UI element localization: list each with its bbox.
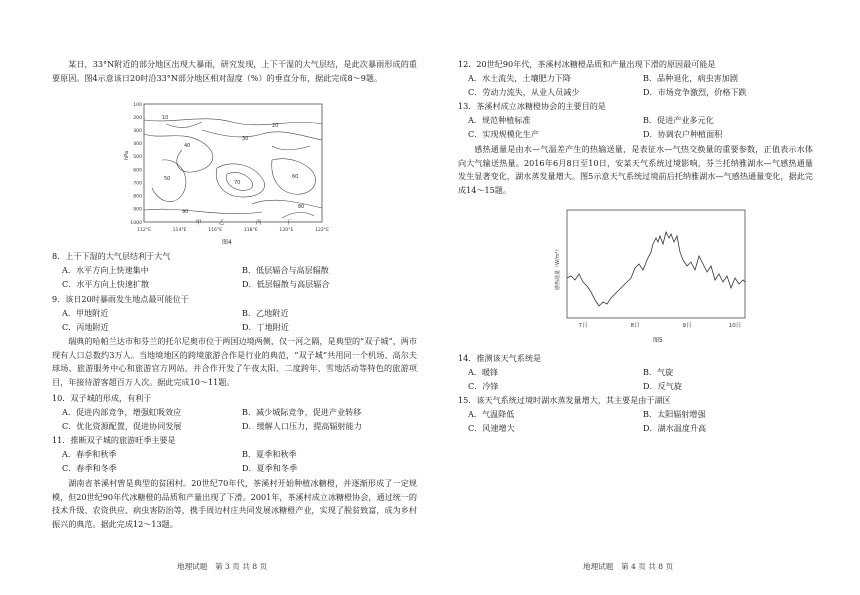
q15-stem: 15．该天气系统过境时湖水蒸发量增大，其主要是由于湖区 bbox=[458, 395, 671, 405]
svg-text:90: 90 bbox=[182, 209, 189, 215]
q15-option-b: B．太阳辐射增强 bbox=[643, 409, 706, 419]
fig4-y-tick-label: 1000 bbox=[130, 220, 142, 226]
q13-option-b: B．促进产业多元化 bbox=[643, 115, 714, 125]
svg-text:30: 30 bbox=[242, 136, 249, 142]
svg-text:甲: 甲 bbox=[196, 220, 202, 226]
fig4-x-tick-label: 122°E bbox=[315, 228, 329, 233]
fig5-x-tick-label: 9日 bbox=[682, 323, 692, 329]
fig4-y-tick-label: 800 bbox=[133, 194, 142, 200]
fig4-x-tick-label: 120°E bbox=[279, 228, 294, 233]
q9-option-a: A．甲地附近 bbox=[62, 308, 109, 318]
svg-text:10: 10 bbox=[162, 115, 169, 121]
figure-4 bbox=[122, 100, 332, 248]
q9-stem: 9．该日20时暴雨发生地点最可能位于 bbox=[52, 294, 189, 304]
q14-option-d: D．反气旋 bbox=[643, 381, 682, 391]
intro-8-9: 某日，33°N附近的部分地区出现大暴雨，研究发现，上下干湿的大气层结，是此次暴雨形成的重要原因。图4示意该日20时沿33°N部分地区相对湿度（%）的垂直分布，据此完成8～9题。 bbox=[52, 59, 417, 83]
footer-left: 地理试题 第 3 页 共 8 页 bbox=[177, 562, 268, 571]
fig4-caption: 图4 bbox=[222, 239, 232, 246]
q9-option-c: C．丙地附近 bbox=[62, 322, 109, 332]
fig5-x-tick-label: 10日 bbox=[728, 323, 742, 329]
q12-option-c: C．劳动力流失，从业人员减少 bbox=[468, 87, 580, 97]
fig5-y-label: 感热通量（W/m²） bbox=[555, 246, 561, 290]
q13-stem: 13．茶溪村成立冰糖橙协会的主要目的是 bbox=[458, 101, 606, 111]
q12-option-d: D．市场竞争激烈，价格下跌 bbox=[643, 87, 747, 97]
fig4-y-tick-label: 500 bbox=[133, 155, 142, 161]
intro-10-11: 瑞典的哈帕兰达市和芬兰的托尔尼奥市位于两国边境两侧，仅一河之隔，是典型的“双子城”，两市现有人口总数约3万人。当地境地区的跨境旅游合作是行业的典范，“双子城”共用同一个机场、高尔夫球场、旅游服务中心和旅游官方网站，并合作开发了午夜太阳、二度跨年、雪地活动等特色的旅游项目，年接待游客超百万人次。据此完成10～11题。 bbox=[52, 336, 417, 387]
svg-text:20: 20 bbox=[272, 123, 279, 129]
svg-text:丁: 丁 bbox=[286, 220, 292, 226]
svg-text:70: 70 bbox=[234, 180, 241, 186]
q8-stem: 8．上干下湿的大气层结利于大气 bbox=[52, 251, 171, 261]
fig4-y-tick-label: 100 bbox=[133, 102, 142, 108]
svg-text:50: 50 bbox=[164, 176, 171, 182]
q11-stem: 11．推断双子城的旅游旺季主要是 bbox=[52, 435, 176, 445]
q14-option-b: B．气旋 bbox=[643, 367, 674, 377]
q14-stem: 14．推测该天气系统是 bbox=[458, 353, 542, 363]
q10-option-b: B．减少城际竞争，促进产业转移 bbox=[242, 407, 362, 417]
fig4-x-tick-label: 116°E bbox=[208, 228, 223, 233]
q14-option-a: A．暖锋 bbox=[468, 367, 499, 377]
svg-text:80: 80 bbox=[298, 204, 305, 210]
q14-option-c: C．冷锋 bbox=[468, 381, 499, 391]
svg-text:40: 40 bbox=[184, 143, 191, 149]
q10-option-d: D．缓解人口压力，提高辐射能力 bbox=[242, 421, 362, 431]
q10-stem: 10．双子城的形成，有利于 bbox=[52, 393, 152, 403]
fig5-caption: 图5 bbox=[653, 337, 663, 344]
q13-option-d: D．协调农户种植面积 bbox=[643, 129, 723, 139]
intro-14-15: 感热通量是由水—气温差产生的热输送量，是表征水—气热交换量的重要参数，正值表示水体向大气输送热量。2016年6月8日至10日，安某天气系统过境影响，芬兰托纳雅湖水—气感热通量发生显著变化，湖水蒸发量增大。图5示意天气系统过境前后托纳雅湖水—气感热通量变化，据此完成14～15题。 bbox=[458, 144, 813, 195]
fig4-y-tick-label: 400 bbox=[133, 142, 142, 148]
intro-12-13: 湖南省茶溪村曾是典型的贫困村。20世纪70年代，茶溪村开始种植冰糖橙，并逐渐形成了一定规模，但20世纪90年代冰糖橙的品质和产量出现了下滑。2001年，茶溪村成立冰糖橙协会，通过统一的技术升级、农资供应、病虫害防治等，携手周边村庄共同发展冰糖橙产业，实现了脱贫致富，成为乡村振兴的典范。据此完成12～13题。 bbox=[52, 478, 417, 529]
q8-option-d: D．低层辐散与高层辐合 bbox=[242, 279, 330, 289]
q12-stem: 12．20世纪90年代，茶溪村冰糖橙品质和产量出现下滑的原因最可能是 bbox=[458, 59, 716, 69]
fig4-y-tick-label: 200 bbox=[133, 115, 142, 121]
fig4-x-tick-label: 114°E bbox=[172, 228, 187, 233]
svg-text:60: 60 bbox=[292, 174, 299, 180]
q8-option-a: A．水平方向上快速集中 bbox=[62, 265, 149, 275]
q10-option-a: A．促进内部竞争，增强虹吸效应 bbox=[62, 407, 182, 417]
q15-option-d: D．湖水温度升高 bbox=[643, 423, 707, 433]
q11-option-c: C．春季和冬季 bbox=[62, 463, 117, 473]
q9-option-d: D．丁地附近 bbox=[242, 322, 289, 332]
fig4-x-tick-label: 112°E bbox=[137, 228, 151, 233]
q11-option-d: D．夏季和冬季 bbox=[242, 463, 298, 473]
figure-5 bbox=[553, 208, 753, 346]
fig4-y-label: hPa bbox=[124, 150, 130, 160]
q15-option-a: A．气温降低 bbox=[468, 409, 515, 419]
q9-option-b: B．乙地附近 bbox=[242, 308, 289, 318]
q8-option-b: B．低层辐合与高层辐散 bbox=[242, 265, 329, 275]
q15-option-c: C．风速增大 bbox=[468, 423, 515, 433]
q10-option-c: C．优化资源配置，促进协同发展 bbox=[62, 421, 182, 431]
fig4-y-tick-label: 300 bbox=[133, 129, 142, 135]
footer-right: 地理试题 第 4 页 共 8 页 bbox=[583, 562, 674, 571]
q12-option-a: A．水土流失，土壤肥力下降 bbox=[468, 73, 571, 83]
q12-option-b: B．品种退化，病虫害加剧 bbox=[643, 73, 738, 83]
svg-text:丙: 丙 bbox=[256, 220, 262, 226]
humidity-contour-chart bbox=[122, 100, 332, 248]
fig5-x-tick-label: 7日 bbox=[578, 323, 588, 329]
svg-text:乙: 乙 bbox=[219, 220, 225, 226]
q13-option-a: A．规范种植标准 bbox=[468, 115, 531, 125]
q13-option-c: C．实现规模化生产 bbox=[468, 129, 539, 139]
fig4-y-tick-label: 600 bbox=[133, 168, 142, 174]
q11-option-b: B．夏季和秋季 bbox=[242, 449, 297, 459]
sensible-heat-flux-chart bbox=[553, 208, 753, 346]
fig4-y-tick-label: 700 bbox=[133, 181, 142, 187]
q11-option-a: A．春季和秋季 bbox=[62, 449, 117, 459]
fig4-x-tick-label: 118°E bbox=[243, 228, 258, 233]
fig4-y-tick-label: 900 bbox=[133, 207, 142, 213]
fig5-x-tick-label: 8日 bbox=[630, 323, 640, 329]
q8-option-c: C．水平方向上快速扩散 bbox=[62, 279, 150, 289]
